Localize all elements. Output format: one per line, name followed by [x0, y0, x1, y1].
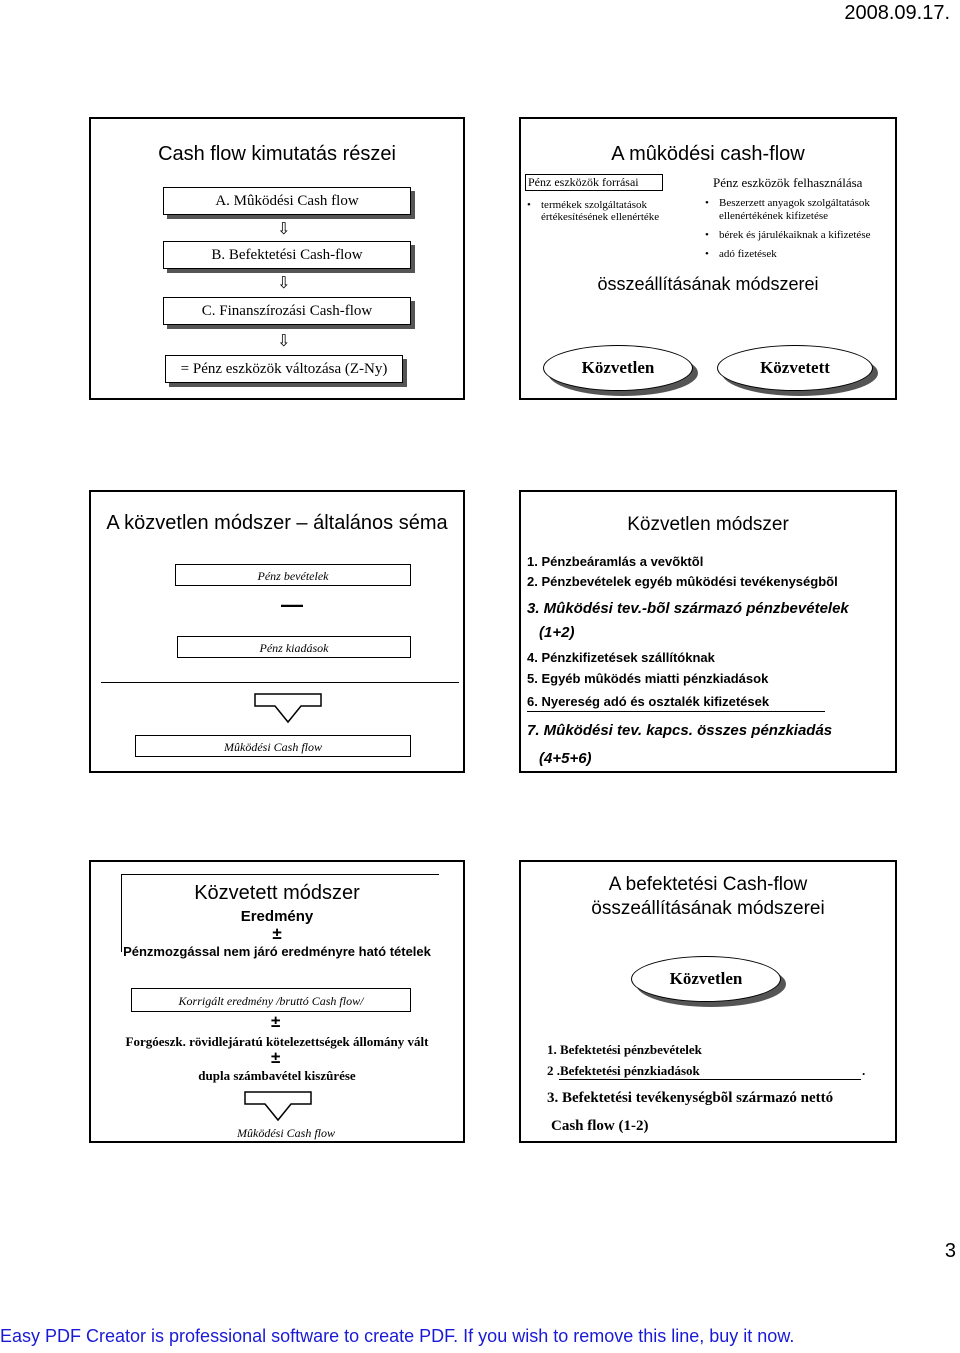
result-cash-change: = Pénz eszközök változása (Z-Ny) [165, 355, 403, 383]
sources-header: Pénz eszközök forrásai [525, 174, 663, 191]
line-2-end: . [862, 1063, 866, 1078]
double-counting-filter: dupla számbavétel kiszûrése [198, 1068, 356, 1083]
methods-label: összeállításának módszerei [597, 274, 819, 294]
noncash-items: Pénzmozgással nem járó eredményre ható tételek [123, 944, 431, 959]
line-6: 6. Nyereség adó és osztalék kifizetések [527, 694, 770, 709]
plus-minus-sign: ± [272, 924, 282, 943]
line-4: Cash flow (1-2) [551, 1118, 649, 1134]
arrow-down-icon: ⇩ [277, 219, 291, 238]
item-financing-cash-flow: C. Finanszírozási Cash-flow [163, 297, 411, 325]
method-direct-oval: Közvetlen [631, 956, 781, 1002]
line-2: 2. Pénzbevételek egyéb mûködési tevékenységbõl [527, 574, 838, 589]
operating-cash-flow-label: Mûködési Cash flow [237, 1126, 335, 1140]
list-item: • bérek és járulékaiknak a kifizetése [705, 229, 893, 242]
slide-operating-cash-flow [519, 117, 897, 400]
page-number: 3 [944, 1240, 956, 1262]
plus-minus-sign: ± [271, 1048, 281, 1067]
line-1: 1. Befektetési pénzbevételek [547, 1042, 702, 1057]
slide-title: Közvetett módszer [194, 882, 360, 904]
slide-direct-method-schema [89, 490, 465, 773]
sources-list [527, 199, 687, 223]
box-cash-expense: Pénz kiadások [177, 636, 411, 658]
line-3: 3. Mûködési tev.-bõl származó pénzbevételek [527, 600, 849, 617]
list-item: • Beszerzett anyagok szolgáltatások ellenértékének kifizetése [705, 197, 893, 223]
date-header: 2008.09.17. [844, 2, 950, 24]
line-3-sum: (1+2) [539, 624, 575, 641]
item-operating-cash-flow: A. Mûködési Cash flow [163, 187, 411, 215]
slide-investing-cash-flow [519, 860, 897, 1143]
slide-indirect-method [89, 860, 465, 1143]
arrow-down-icon: ⇩ [277, 273, 291, 292]
slide-title: A közvetlen módszer – általános séma [106, 512, 448, 534]
line-2-underline [559, 1079, 861, 1080]
slide-direct-method [519, 490, 897, 773]
arrow-down-icon: ⇩ [277, 331, 291, 350]
line-7-sum: (4+5+6) [539, 750, 592, 767]
line-1: 1. Pénzbeáramlás a vevõktõl [527, 554, 704, 569]
working-capital-change: Forgóeszk. rövidlejáratú kötelezettségek állomány vált [125, 1034, 429, 1049]
list-item: • adó fizetések [705, 248, 893, 261]
down-arrow-icon [243, 1090, 313, 1122]
result-label: Eredmény [240, 908, 314, 925]
slide-title: A mûködési cash-flow [611, 143, 805, 165]
box-cash-income: Pénz bevételek [175, 564, 411, 586]
line-4: 4. Pénzkifizetések szállítóknak [527, 650, 715, 665]
line-2: 2 .Befektetési pénzkiadások [547, 1063, 700, 1078]
plus-minus-sign: ± [271, 1012, 281, 1031]
uses-header: Pénz eszközök felhasználása [713, 175, 863, 190]
item-investing-cash-flow: B. Befektetési Cash-flow [163, 241, 411, 269]
line-3: 3. Befektetési tevékenységbõl származó nettó [547, 1090, 834, 1106]
slide-title: Cash flow kimutatás részei [158, 143, 396, 165]
list-item: • termékek szolgáltatások értékesítésének ellenértéke [527, 199, 687, 223]
method-indirect-oval: Közvetett [717, 345, 873, 391]
box-operating-cash-flow: Mûködési Cash flow [135, 735, 411, 757]
slide-title-line-2: összeállításának módszerei [591, 898, 825, 919]
method-direct-oval: Közvetlen [543, 345, 693, 391]
line-6-underline [527, 711, 825, 712]
slide-cash-flow-parts [89, 117, 465, 400]
separator-line [101, 682, 459, 683]
minus-sign: — [281, 592, 303, 617]
line-5: 5. Egyéb mûködés miatti pénzkiadások [527, 671, 769, 686]
line-7: 7. Mûködési tev. kapcs. összes pénzkiadás [527, 722, 833, 739]
down-arrow-icon [253, 692, 323, 724]
footer-notice: Easy PDF Creator is professional software to create PDF. If you wish to remove this line, buy it now. [0, 1326, 795, 1346]
slide-title-line-1: A befektetési Cash-flow [608, 874, 808, 895]
box-corrected-result: Korrigált eredmény /bruttó Cash flow/ [131, 988, 411, 1012]
uses-list [705, 197, 893, 261]
slide-title: Közvetlen módszer [627, 514, 789, 535]
